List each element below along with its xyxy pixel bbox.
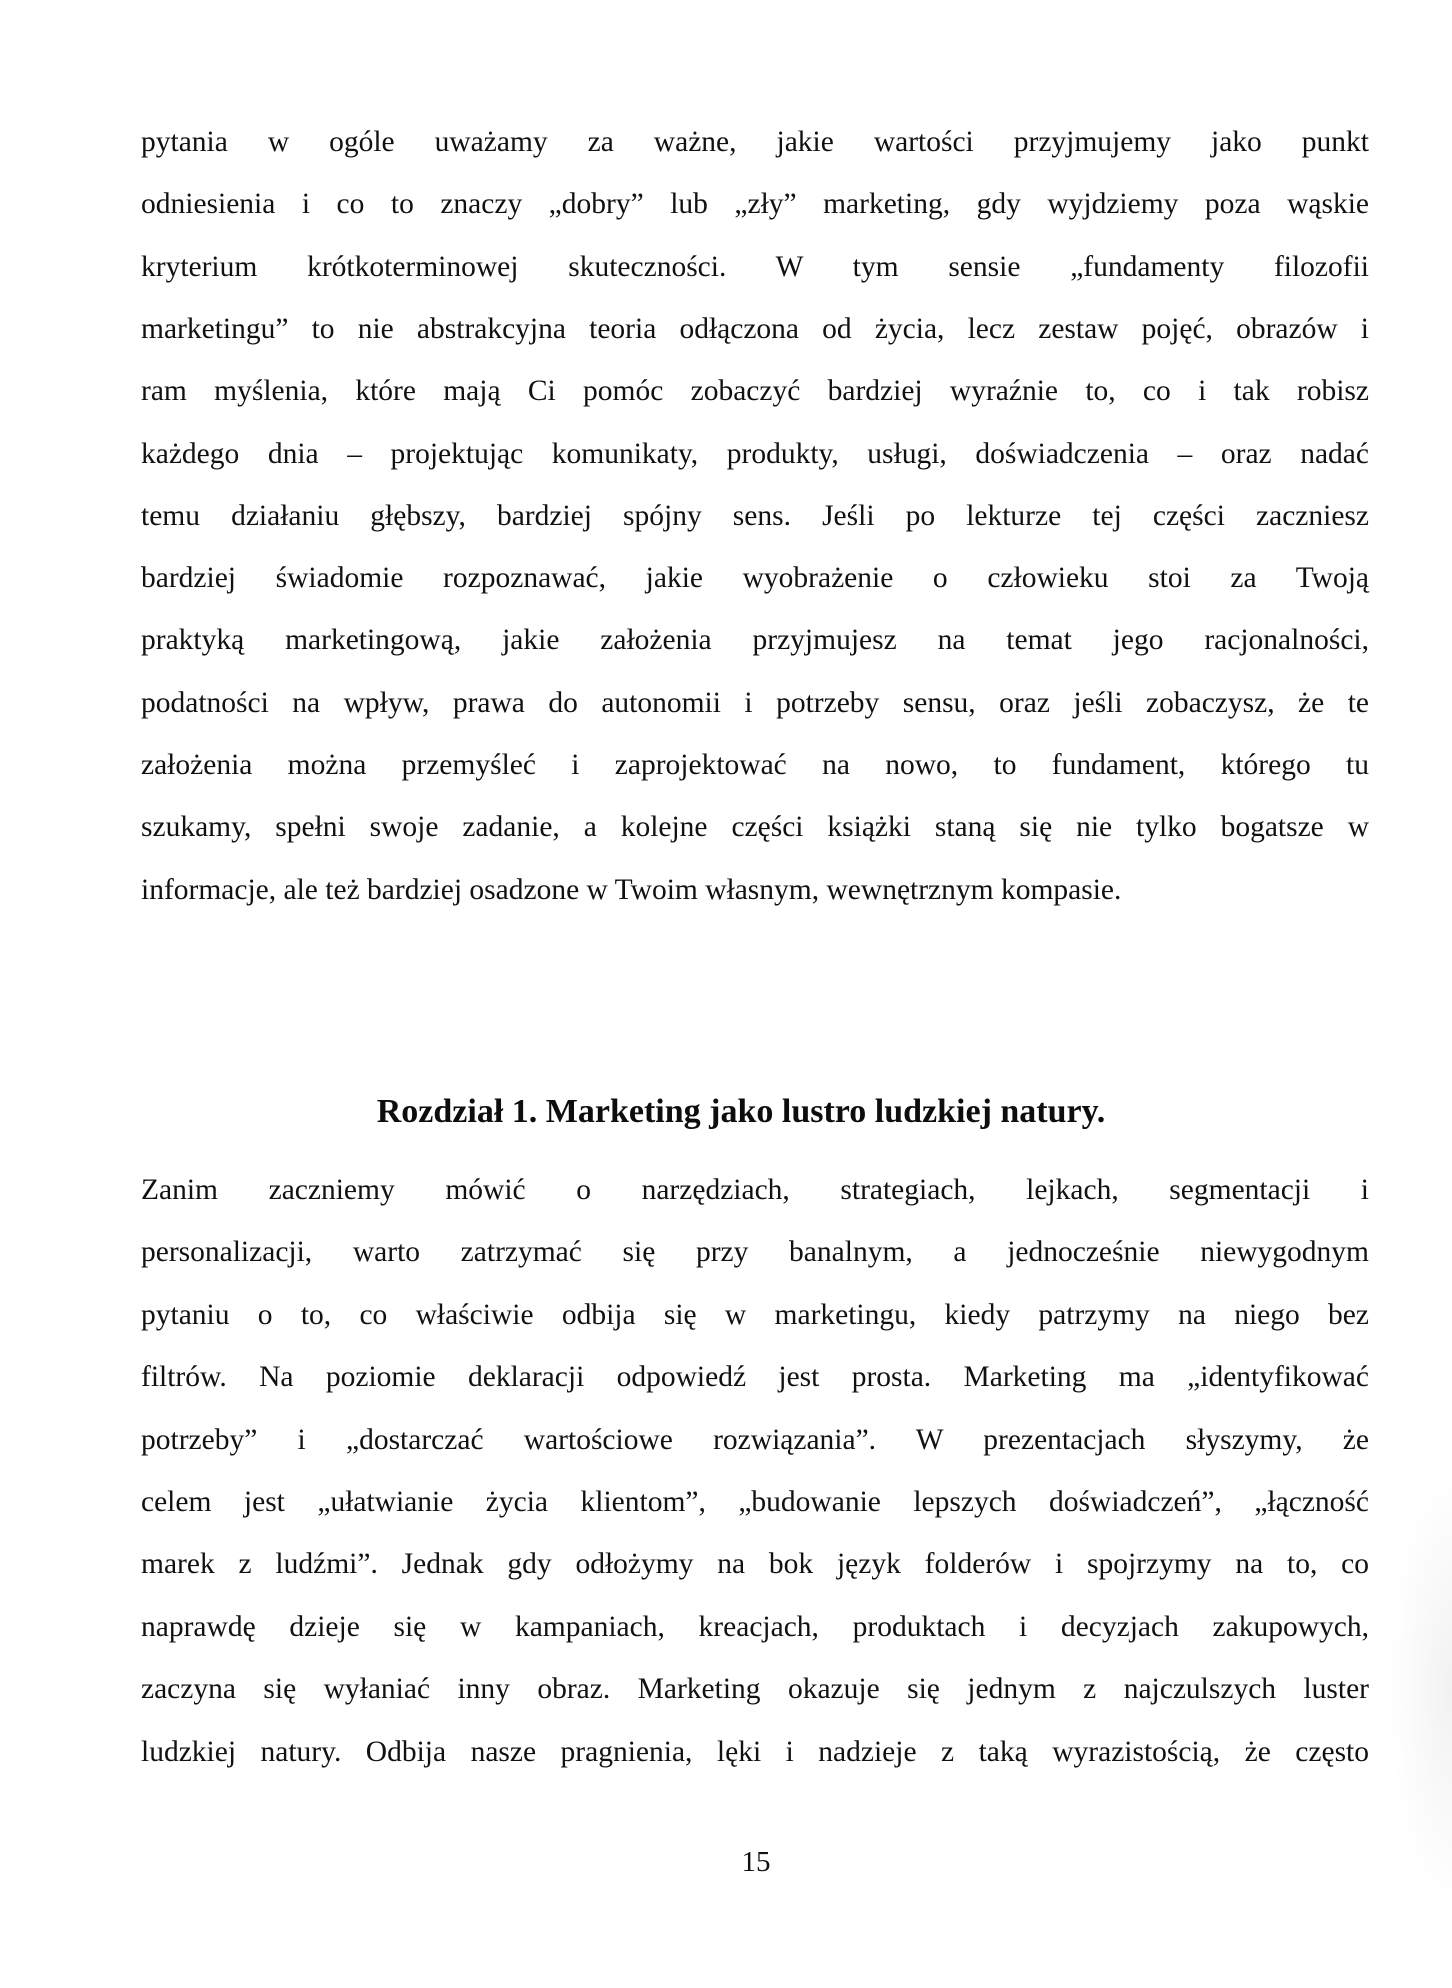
text-line: pytania w ogóle uważamy za ważne, jakie wartości przyjmujemy jako punkt: [141, 126, 1369, 158]
text-line: filtrów. Na poziomie deklaracji odpowiedź jest prosta. Marketing ma „identyfikować: [141, 1361, 1369, 1394]
text-line: odniesienia i co to znaczy „dobry” lub „zły” marketing, gdy wyjdziemy poza wąskie: [141, 188, 1369, 221]
text-line: podatności na wpływ, prawa do autonomii i potrzeby sensu, oraz jeśli zobaczysz, że te: [141, 686, 1369, 719]
text-line: szukamy, spełni swoje zadanie, a kolejne części książki staną się nie tylko bogatsze w: [141, 811, 1369, 844]
text-line: ram myślenia, które mają Ci pomóc zobaczyć bardziej wyraźnie to, co i tak robisz: [141, 375, 1369, 408]
text-line: celem jest „ułatwianie życia klientom”, „budowanie lepszych doświadczeń”, „łączność: [141, 1486, 1369, 1518]
text-line: marek z ludźmi”. Jednak gdy odłożymy na bok język folderów i spojrzymy na to, co: [141, 1548, 1369, 1581]
text-line: pytaniu o to, co właściwie odbija się w marketingu, kiedy patrzymy na niego bez: [141, 1298, 1369, 1331]
text-line: ludzkiej natury. Odbija nasze pragnienia, lęki i nadzieje z taką wyrazistością, że często: [141, 1735, 1369, 1768]
text-line: założenia można przemyśleć i zaprojektować na nowo, to fundament, którego tu: [141, 749, 1369, 781]
text-line: marketingu” to nie abstrakcyjna teoria odłączona od życia, lecz zestaw pojęć, obrazów i: [141, 312, 1369, 345]
page-edge-shadow: [1392, 1480, 1452, 1900]
chapter-heading-text: Rozdział 1. Marketing jako lustro ludzkiej natury.: [376, 1093, 1106, 1130]
text-line: Zanim zaczniemy mówić o narzędziach, strategiach, lejkach, segmentacji i: [141, 1174, 1369, 1206]
text-line: zaczyna się wyłaniać inny obraz. Marketing okazuje się jednym z najczulszych luster: [141, 1673, 1369, 1706]
page-number-text: 15: [741, 1846, 771, 1878]
text-line: naprawdę dzieje się w kampaniach, kreacjach, produktach i decyzjach zakupowych,: [141, 1610, 1369, 1643]
text-line: temu działaniu głębszy, bardziej spójny sens. Jeśli po lekturze tej części zaczniesz: [141, 499, 1369, 532]
text-line-last: informacje, ale też bardziej osadzone w Twoim własnym, wewnętrznym kompasie.: [141, 873, 1122, 906]
text-line: kryterium krótkoterminowej skuteczności. W tym sensie „fundamenty filozofii: [141, 250, 1369, 283]
chapter-heading: [0, 1090, 1452, 1134]
text-line: bardziej świadomie rozpoznawać, jakie wyobrażenie o człowieku stoi za Twoją: [141, 562, 1369, 595]
text-line: potrzeby” i „dostarczać wartościowe rozwiązania”. W prezentacjach słyszymy, że: [141, 1423, 1369, 1456]
text-line: praktyką marketingową, jakie założenia przyjmujesz na temat jego racjonalności,: [141, 624, 1369, 657]
text-line: każdego dnia – projektując komunikaty, produkty, usługi, doświadczenia – oraz nadać: [141, 437, 1369, 470]
text-line: personalizacji, warto zatrzymać się przy banalnym, a jednocześnie niewygodnym: [141, 1236, 1369, 1269]
page-number: [0, 1842, 1452, 1882]
